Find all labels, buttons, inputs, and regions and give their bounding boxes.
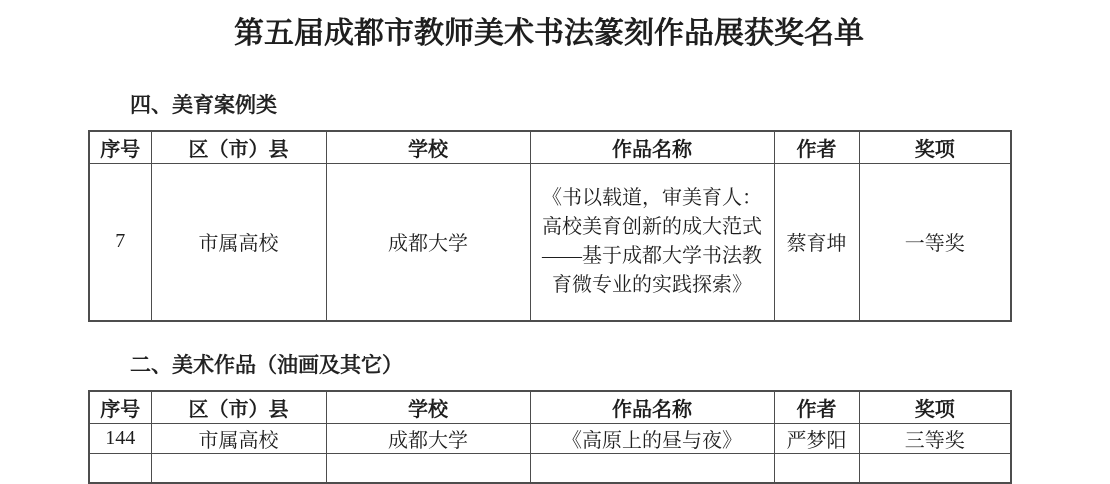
cell-serial: 144	[89, 423, 151, 453]
table-header-row	[89, 131, 1011, 164]
header-cell-author: 作者	[774, 131, 859, 164]
cell-author: 蔡育坤	[774, 164, 859, 321]
cell-work-title	[530, 453, 774, 483]
cell-award: 三等奖	[859, 423, 1011, 453]
header-cell-award: 奖项	[859, 391, 1011, 424]
header-cell-work: 作品名称	[530, 391, 774, 424]
cell-award: 一等奖	[859, 164, 1011, 321]
cell-work-title: 《书以载道，审美育人：高校美育创新的成大范式 ——基于成都大学书法教育微专业的实践探索》	[530, 164, 774, 321]
header-cell-author: 作者	[774, 391, 859, 424]
cell-school: 成都大学	[326, 164, 530, 321]
cell-award	[859, 453, 1011, 483]
section-heading-art-works: 二、美术作品（油画及其它）	[130, 352, 1110, 380]
cell-author	[774, 453, 859, 483]
document-page	[0, 14, 1110, 477]
cell-serial	[89, 453, 151, 483]
awards-table-aesthetic-education	[88, 130, 1012, 322]
table-row	[89, 164, 1011, 321]
cell-author: 严梦阳	[774, 423, 859, 453]
page-title: 第五届成都市教师美术书法篆刻作品展获奖名单	[88, 14, 1010, 54]
section-aesthetic-education-cases	[88, 92, 1110, 322]
cell-school	[326, 453, 530, 483]
table-header-row	[89, 391, 1011, 424]
awards-table-art-works	[88, 390, 1012, 484]
cell-district	[151, 453, 326, 483]
table-row	[89, 423, 1011, 453]
table-row-partial	[89, 453, 1011, 483]
header-cell-district: 区（市）县	[151, 131, 326, 164]
header-cell-school: 学校	[326, 131, 530, 164]
section-heading-aesthetic-education: 四、美育案例类	[130, 92, 1110, 120]
header-cell-district: 区（市）县	[151, 391, 326, 424]
cell-district: 市属高校	[151, 164, 326, 321]
section-art-works-oil-painting	[88, 352, 1110, 484]
header-cell-school: 学校	[326, 391, 530, 424]
cell-district: 市属高校	[151, 423, 326, 453]
cell-serial: 7	[89, 164, 151, 321]
header-cell-award: 奖项	[859, 131, 1011, 164]
cell-work-title: 《高原上的昼与夜》	[530, 423, 774, 453]
header-cell-serial: 序号	[89, 391, 151, 424]
header-cell-work: 作品名称	[530, 131, 774, 164]
cell-school: 成都大学	[326, 423, 530, 453]
header-cell-serial: 序号	[89, 131, 151, 164]
